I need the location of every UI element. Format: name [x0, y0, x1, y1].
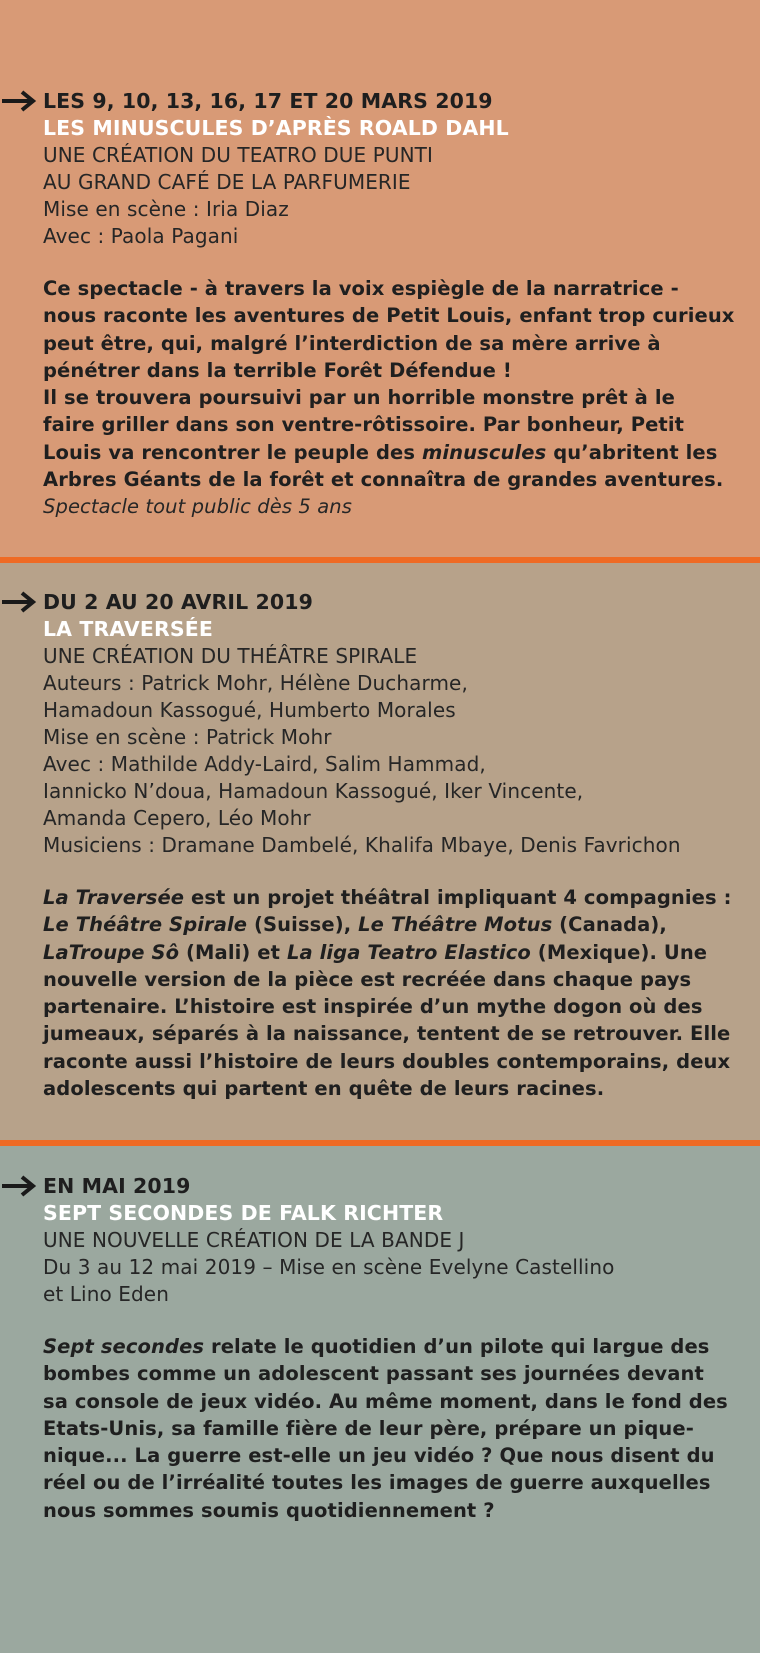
- description-line: nous sommes soumis quotidiennement ?: [43, 1498, 495, 1522]
- event-description: [43, 884, 755, 1102]
- event-section-minuscules: [0, 0, 760, 557]
- right-arrow-icon: [2, 90, 38, 112]
- event-company: UNE CRÉATION DU TEATRO DUE PUNTI: [43, 143, 433, 167]
- event-credit: Mise en scène : Iria Diaz: [43, 197, 289, 221]
- event-description: [43, 275, 755, 493]
- text-run-italic: La Traversée: [43, 886, 185, 909]
- text-run-italic: Le Théâtre Spirale: [43, 913, 248, 937]
- event-title: LES MINUSCULES D’APRÈS ROALD DAHL: [43, 116, 509, 140]
- description-line: réel ou de l’irréalité toutes les images de guerre auxquelles: [43, 1471, 711, 1495]
- description-line: Etats-Unis, sa famille fière de leur père, prépare un pique-: [43, 1416, 694, 1440]
- event-date: LES 9, 10, 13, 16, 17 ET 20 MARS 2019: [43, 89, 493, 113]
- description-line: [43, 439, 755, 466]
- text-run: (Canada),: [552, 913, 667, 937]
- text-run: (Mali) et: [179, 940, 287, 964]
- description-line: [43, 884, 755, 911]
- description-line: bombes comme un adolescent passant ses journées devant: [43, 1362, 704, 1386]
- description-line: nique... La guerre est-elle un jeu vidéo ? Que nous disent du: [43, 1444, 715, 1468]
- event-content: [43, 88, 755, 520]
- event-credit: et Lino Eden: [43, 1282, 169, 1306]
- event-venue: AU GRAND CAFÉ DE LA PARFUMERIE: [43, 170, 411, 194]
- audience-note: Spectacle tout public dès 5 ans: [43, 495, 352, 519]
- event-title: SEPT SECONDES DE FALK RICHTER: [43, 1201, 444, 1225]
- event-credit: Musiciens : Dramane Dambelé, Khalifa Mbaye, Denis Favrichon: [43, 833, 681, 857]
- text-run: (Suisse),: [247, 913, 359, 937]
- description-line: pénétrer dans la terrible Forêt Défendue !: [43, 358, 512, 382]
- text-run-italic: Sept secondes: [43, 1335, 205, 1358]
- event-section-traversee: [0, 563, 760, 1140]
- text-run: qu’abritent les: [546, 440, 718, 464]
- right-arrow-icon: [2, 591, 38, 613]
- description-line: [43, 939, 755, 966]
- text-run-italic: La liga Teatro Elastico: [286, 940, 531, 964]
- text-run: est un projet théâtral impliquant 4 compagnies :: [184, 886, 732, 909]
- event-company: UNE NOUVELLE CRÉATION DE LA BANDE J: [43, 1228, 465, 1252]
- event-credit: Avec : Mathilde Addy-Laird, Salim Hammad,: [43, 752, 486, 776]
- event-description: [43, 1333, 755, 1524]
- description-line: nouvelle version de la pièce est recréée dans chaque pays: [43, 967, 692, 991]
- description-line: jumeaux, séparés à la naissance, tentent de se retrouver. Elle: [43, 1022, 731, 1046]
- text-run-italic: Le Théâtre Motus: [358, 913, 553, 937]
- description-line: peut être, qui, malgré l’interdiction de sa mère arrive à: [43, 331, 661, 355]
- text-run: (Mexique). Une: [530, 940, 708, 964]
- description-line: partenaire. L’histoire est inspirée d’un mythe dogon où des: [43, 995, 703, 1019]
- event-title: LA TRAVERSÉE: [43, 617, 213, 641]
- text-run-italic: minuscules: [421, 440, 547, 464]
- event-credit: Auteurs : Patrick Mohr, Hélène Ducharme,: [43, 671, 468, 695]
- event-credit: Amanda Cepero, Léo Mohr: [43, 806, 311, 830]
- event-section-sept-secondes: [0, 1146, 760, 1653]
- description-line: sa console de jeux vidéo. Au même moment, dans le fond des: [43, 1389, 728, 1413]
- description-line: [43, 911, 755, 938]
- right-arrow-icon: [2, 1175, 38, 1197]
- event-content: [43, 1173, 755, 1524]
- description-line: Ce spectacle - à travers la voix espiègle de la narratrice -: [43, 277, 679, 300]
- event-content: [43, 589, 755, 1102]
- text-run: Louis va rencontrer le peuple des: [43, 440, 422, 464]
- description-line: raconte aussi l’histoire de leurs doubles contemporains, deux: [43, 1049, 731, 1073]
- description-line: nous raconte les aventures de Petit Louis, enfant trop curieux: [43, 304, 735, 328]
- description-line: faire griller dans son ventre-rôtissoire. Par bonheur, Petit: [43, 413, 685, 437]
- event-credit: Avec : Paola Pagani: [43, 224, 239, 248]
- description-line: Arbres Géants de la forêt et connaîtra de grandes aventures.: [43, 468, 724, 492]
- event-date: EN MAI 2019: [43, 1174, 191, 1198]
- event-credit: Iannicko N’doua, Hamadoun Kassogué, Iker Vincente,: [43, 779, 584, 803]
- text-run-italic: LaTroupe Sô: [43, 940, 180, 964]
- event-credit: Du 3 au 12 mai 2019 – Mise en scène Evelyne Castellino: [43, 1255, 615, 1279]
- description-line: [43, 1333, 755, 1360]
- description-line: Il se trouvera poursuivi par un horrible monstre prêt à le: [43, 386, 675, 410]
- text-run: relate le quotidien d’un pilote qui largue des: [204, 1335, 710, 1358]
- event-credit: Mise en scène : Patrick Mohr: [43, 725, 332, 749]
- description-line: adolescents qui partent en quête de leurs racines.: [43, 1077, 605, 1101]
- event-company: UNE CRÉATION DU THÉÂTRE SPIRALE: [43, 644, 418, 668]
- event-credit: Hamadoun Kassogué, Humberto Morales: [43, 698, 456, 722]
- event-date: DU 2 AU 20 AVRIL 2019: [43, 590, 313, 614]
